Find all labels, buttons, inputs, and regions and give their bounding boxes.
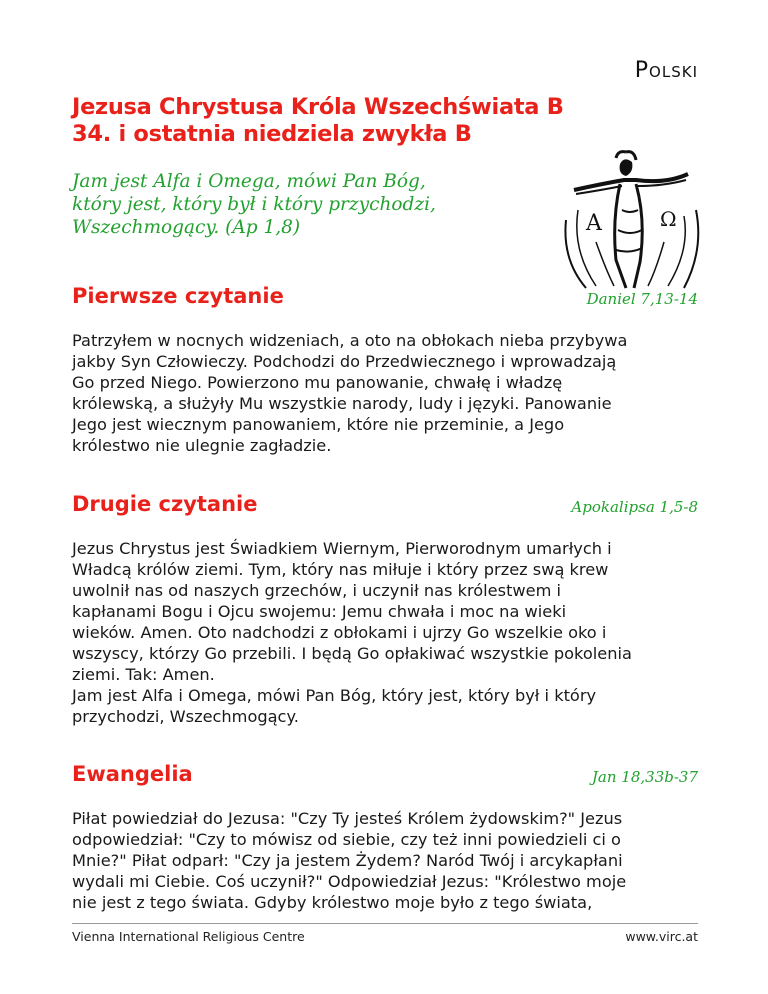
text-line: wydali mi Ciebie. Coś uczynił?" Odpowiedział Jezus: "Królestwo moje (72, 872, 627, 891)
text-line: Władcą królów ziemi. Tym, który nas miłuje i który przez swą krew (72, 560, 609, 579)
footer-organization: Vienna International Religious Centre (72, 929, 305, 944)
first-reading-header (72, 284, 698, 314)
text-line: Go przed Niego. Powierzono mu panowanie, chwałę i władzę (72, 373, 563, 392)
section-title: Ewangelia (72, 762, 193, 786)
alpha-glyph: A (586, 211, 602, 236)
title-line: Jezusa Chrystusa Króla Wszechświata B (72, 94, 564, 120)
subtitle-line: 34. i ostatnia niedziela zwykła B (72, 121, 472, 147)
footer-divider (72, 923, 698, 924)
scripture-reference: Daniel 7,13-14 (586, 290, 698, 308)
scripture-reference: Apokalipsa 1,5-8 (571, 498, 698, 516)
quote-line: który jest, który był i który przychodzi, (72, 194, 436, 215)
text-line: ziemi. Tak: Amen. (72, 665, 215, 684)
intro-quote (72, 170, 532, 239)
gospel-header (72, 762, 698, 792)
section-title: Drugie czytanie (72, 492, 258, 516)
second-reading-header (72, 492, 698, 522)
section-title: Pierwsze czytanie (72, 284, 284, 308)
text-line: jakby Syn Człowieczy. Podchodzi do Przedwiecznego i wprowadzają (72, 352, 617, 371)
text-line: Mnie?" Piłat odparł: "Czy ja jestem Żydem? Naród Twój i arcykapłani (72, 851, 623, 870)
text-line: przychodzi, Wszechmogący. (72, 707, 299, 726)
text-line: królewską, a służyły Mu wszystkie narody, ludy i języki. Panowanie (72, 394, 612, 413)
text-line: królestwo nie ulegnie zagładzie. (72, 436, 332, 455)
omega-glyph: Ω (660, 207, 677, 231)
text-line: wszyscy, którzy Go przebili. I będą Go opłakiwać wszystkie pokolenia (72, 644, 632, 663)
quote-line: Wszechmogący. (Ap 1,8) (72, 217, 301, 238)
text-line: wieków. Amen. Oto nadchodzi z obłokami i ujrzy Go wszelkie oko i (72, 623, 607, 642)
text-line: Jam jest Alfa i Omega, mówi Pan Bóg, który jest, który był i który (72, 686, 597, 705)
second-reading-text (72, 538, 702, 727)
text-line: odpowiedział: "Czy to mówisz od siebie, czy też inni powiedzieli ci o (72, 830, 621, 849)
page-title (72, 94, 712, 148)
footer-website: www.virc.at (625, 929, 698, 944)
text-line: Jego jest wiecznym panowaniem, które nie przeminie, a Jego (72, 415, 565, 434)
text-line: nie jest z tego świata. Gdyby królestwo moje było z tego świata, (72, 893, 593, 912)
text-line: Patrzyłem w nocnych widzeniach, a oto na obłokach nieba przybywa (72, 331, 628, 350)
first-reading-text (72, 330, 702, 456)
text-line: kapłanami Bogu i Ojcu swojemu: Jemu chwała i moc na wieki (72, 602, 567, 621)
text-line: Piłat powiedział do Jezusa: "Czy Ty jesteś Królem żydowskim?" Jezus (72, 809, 623, 828)
christ-alpha-omega-icon (556, 150, 706, 290)
gospel-text (72, 808, 702, 913)
quote-line: Jam jest Alfa i Omega, mówi Pan Bóg, (72, 171, 426, 192)
text-line: uwolnił nas od naszych grzechów, i uczynił nas królestwem i (72, 581, 562, 600)
text-line: Jezus Chrystus jest Świadkiem Wiernym, Pierworodnym umarłych i (72, 539, 612, 558)
language-label: Polski (634, 58, 698, 83)
scripture-reference: Jan 18,33b-37 (591, 768, 698, 786)
